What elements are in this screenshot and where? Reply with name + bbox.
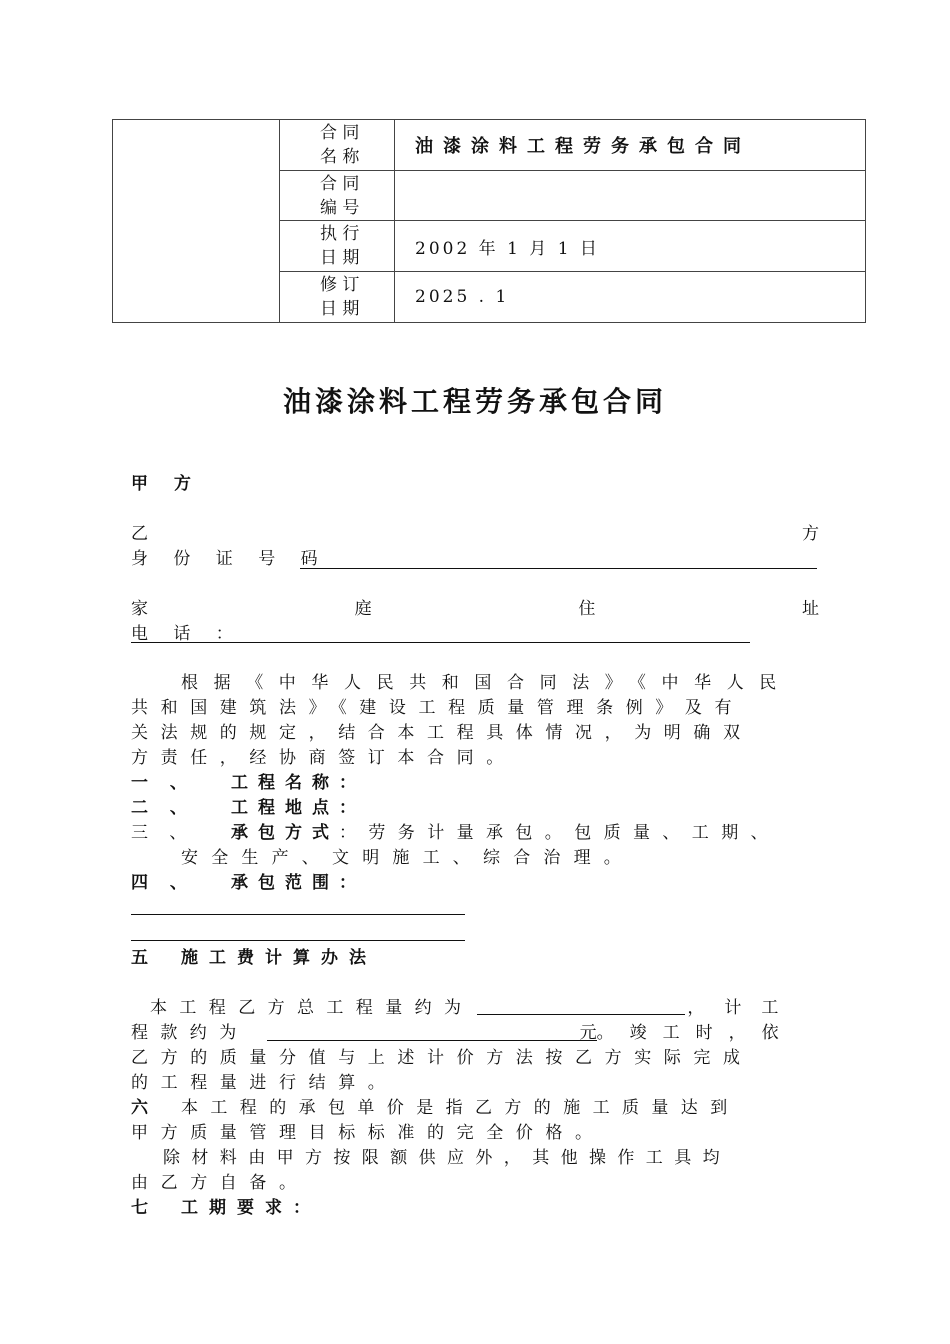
id-number-blank <box>300 568 817 569</box>
section-6-l4: 由乙方自备。 <box>131 1173 309 1193</box>
home-address-line <box>131 597 819 622</box>
label-contract-name: 合 同 名 称 <box>280 120 395 171</box>
section-2-text: 工程地点： <box>231 798 366 818</box>
document-title: 油漆涂料工程劳务承包合同 <box>282 385 667 418</box>
section-4 <box>131 871 366 896</box>
value-effective-date: 2002 年 1 月 1 日 <box>395 221 866 272</box>
scope-blank-2 <box>131 940 465 941</box>
para5-line2 <box>131 1021 795 1046</box>
section-3-label: 承包方式 <box>231 823 339 843</box>
section-1-text: 工程名称： <box>231 773 366 793</box>
party-a-label: 甲 方 <box>131 474 201 494</box>
scope-blank-1 <box>131 914 465 915</box>
section-6-l3: 除材料由甲方按限额供应外，其他操作工具均 <box>163 1148 731 1168</box>
para1-line4: 方责任，经协商签订本合同。 <box>131 748 516 768</box>
section-5-text: 施工费计算办法 <box>181 948 377 968</box>
section-1 <box>131 771 366 796</box>
section-2-num: 二 、 <box>131 798 195 818</box>
section-7 <box>131 1196 321 1221</box>
section-3 <box>131 821 780 846</box>
section-1-num: 一 、 <box>131 773 195 793</box>
party-b-left: 乙 <box>131 524 148 544</box>
section-7-num: 七 <box>131 1198 148 1218</box>
value-contract-name: 油漆涂料工程劳务承包合同 <box>395 120 866 171</box>
para1-text-1: 根据《中华人民共和国合同法》《中华人民 <box>181 673 792 693</box>
section-6-num: 六 <box>131 1098 148 1118</box>
para5-l1-a: 本工程乙方总工程量约为 <box>150 998 474 1018</box>
para5-l2-b: 。竣工时，依 <box>596 1023 795 1043</box>
para5-line1 <box>150 996 798 1021</box>
section-3-text2: 安全生产、文明施工、综合治理。 <box>181 848 634 868</box>
section-4-text: 承包范围： <box>231 873 366 893</box>
phone-blank <box>131 642 750 643</box>
section-5-num: 五 <box>131 948 148 968</box>
blank-cell <box>113 120 280 323</box>
para5-line4: 的工程量进行结算。 <box>131 1073 398 1093</box>
value-revision-date: 2025 . 1 <box>395 272 866 323</box>
amount-blank <box>267 1021 597 1041</box>
para1-line1 <box>181 671 819 696</box>
para5-l2-a: 程款约为 <box>131 1023 249 1043</box>
label-effective-date: 执 行 日 期 <box>280 221 395 272</box>
section-6 <box>131 1096 740 1121</box>
section-5 <box>131 946 377 971</box>
section-3-text: ：劳务计量承包。包质量、工期、 <box>339 823 780 843</box>
label-revision-date: 修 订 日 期 <box>280 272 395 323</box>
section-6-l2: 甲方质量管理目标标准的完全价格。 <box>131 1123 605 1143</box>
addr-char-3: 住 <box>578 599 596 619</box>
contract-info-table <box>112 119 866 323</box>
section-2 <box>131 796 366 821</box>
yuan-unit: 元 <box>579 1023 597 1043</box>
party-b-line <box>131 522 819 547</box>
party-b-right: 方 <box>802 524 819 544</box>
value-contract-number <box>395 171 866 221</box>
quantity-blank <box>477 996 685 1015</box>
para1-line3: 关法规的规定，结合本工程具体情况，为明确双 <box>131 723 753 743</box>
addr-char-2: 庭 <box>354 599 372 619</box>
id-number-label: 身 份 证 号 码 <box>131 549 328 569</box>
section-6-l1: 本工程的承包单价是指乙方的施工质量达到 <box>181 1098 740 1118</box>
addr-char-1: 家 <box>131 599 148 619</box>
section-7-text: 工期要求： <box>181 1198 321 1218</box>
section-4-num: 四 、 <box>131 873 195 893</box>
label-contract-number: 合 同 编 号 <box>280 171 395 221</box>
addr-char-4: 址 <box>801 599 819 619</box>
section-3-num: 三 、 <box>131 823 195 843</box>
para5-l1-b: ，计工 <box>687 998 799 1018</box>
para5-line3: 乙方的质量分值与上述计价方法按乙方实际完成 <box>131 1048 753 1068</box>
phone-label: 电 话 ： <box>131 624 243 644</box>
para1-line2: 共和国建筑法》《建设工程质量管理条例》及有 <box>131 698 745 718</box>
